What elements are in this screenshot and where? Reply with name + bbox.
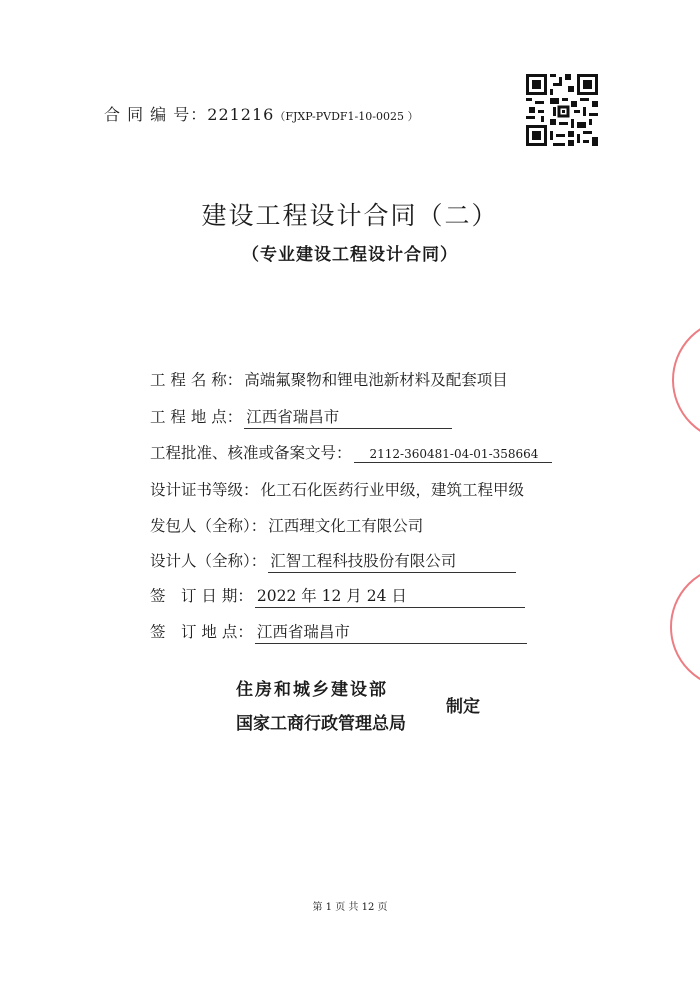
field-value: 江西省瑞昌市 — [244, 405, 452, 429]
field-label: 工程批准、核准或备案文号： — [150, 444, 352, 462]
field-project-name — [150, 368, 508, 390]
field-label: 签 订 日 期： — [150, 587, 253, 605]
contract-number — [104, 102, 418, 125]
red-seal-stamp-icon — [672, 318, 700, 442]
field-label: 签 订 地 点： — [150, 623, 253, 641]
field-project-location — [150, 405, 452, 429]
field-label: 工 程 地 点： — [150, 408, 243, 426]
field-value: 高端氟聚物和锂电池新材料及配套项目 — [244, 371, 508, 389]
contract-code: （FJXP-PVDF1-10-0025 ） — [274, 110, 419, 123]
document-title: 建设工程设计合同（二） — [201, 201, 499, 230]
field-value: 2112-360481-04-01-358664 — [354, 447, 553, 463]
field-value: 2022 年 12 月 24 日 — [255, 584, 525, 608]
field-designer — [150, 549, 516, 573]
field-certificate-grade — [150, 478, 524, 500]
contract-number-label: 合 同 编 号： — [104, 105, 208, 124]
field-client — [150, 514, 423, 536]
red-seal-stamp-icon — [670, 565, 700, 689]
issuer-ministry: 住房和城乡建设部 — [236, 680, 388, 700]
field-value: 化工石化医药行业甲级，建筑工程甲级 — [260, 481, 525, 499]
field-approval-number — [150, 441, 552, 463]
field-sign-location — [150, 620, 527, 644]
field-label: 设计人（全称）： — [150, 552, 267, 570]
field-value: 江西省瑞昌市 — [255, 620, 527, 644]
field-value: 汇智工程科技股份有限公司 — [268, 549, 516, 573]
document-subtitle: （专业建设工程设计合同） — [242, 245, 458, 265]
field-label: 发包人（全称）： — [150, 517, 267, 535]
page-number: 第 1 页 共 12 页 — [312, 902, 388, 913]
qr-code-icon — [526, 74, 598, 146]
field-sign-date — [150, 584, 525, 608]
made-label: 制定 — [446, 697, 480, 717]
field-label: 工 程 名 称： — [150, 371, 243, 389]
issuer-administration: 国家工商行政管理总局 — [236, 714, 406, 734]
contract-number-value: 221216 — [207, 105, 275, 124]
field-value: 江西理文化工有限公司 — [268, 517, 424, 535]
field-label: 设计证书等级： — [150, 481, 259, 499]
